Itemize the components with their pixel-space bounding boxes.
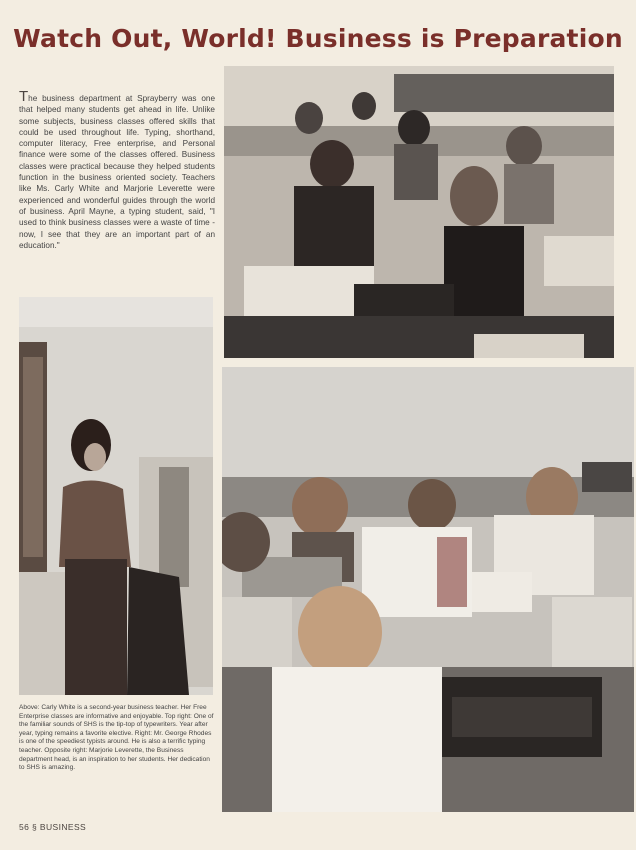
page-folio: 56 § BUSINESS (19, 822, 87, 832)
photo-typing-classroom (224, 66, 614, 358)
photo-teacher-carly-white (19, 297, 213, 695)
intro-dropcap: T (19, 88, 29, 105)
photo-typing-students-image (222, 367, 634, 812)
intro-paragraph (19, 88, 215, 251)
page-headline: Watch Out, World! Business is Preparation (13, 24, 623, 53)
photo-typing-classroom-image (224, 66, 614, 358)
photo-teacher-carly-white-image (19, 297, 213, 695)
intro-body: he business department at Sprayberry was one that helped many students get ahead in life. Unlike some subjects, business classes offered skills that could be used throughout life. Typing, shorthand, computer literacy, Free enterprise, and Personal finance were some of the classes offered. Business classes were practical because they helped students function in the business oriented society. Teachers like Ms. Carly White and Marjorie Leverette were experienced and wonderful guides through the world of business. April Mayne, a typing student, said, "I used to think business classes were a waste of time - now, I see that they are an important part of an education." (19, 94, 215, 250)
photo-typing-students (222, 367, 634, 812)
photo-caption: Above: Carly White is a second-year business teacher. Her Free Enterprise classes are informative and enjoyable. Top right: One of the familiar sounds of SHS is the tip-top of typewriters. Year after year, typing remains a favorite elective. Right: Mr. George Rhodes is one of the speediest typists around. He is also a terrific typing teacher. Opposite right: Marjorie Leverette, the Business department head, is an inspiration to her students. Her dedication to SHS is amazing. (19, 704, 214, 772)
